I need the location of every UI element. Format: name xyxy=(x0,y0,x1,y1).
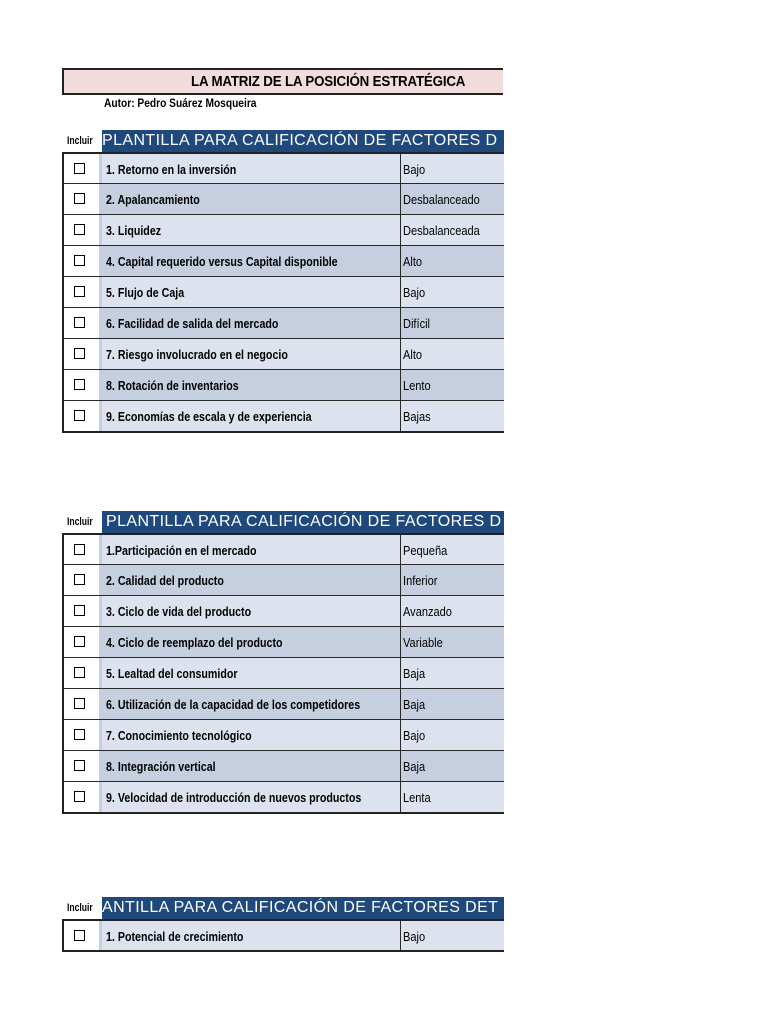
factor-label: 9. Economías de escala y de experiencia xyxy=(106,409,312,424)
factor-label: 6. Facilidad de salida del mercado xyxy=(106,316,279,331)
incluir-label: Incluir xyxy=(67,516,93,528)
author-line: Autor: Pedro Suárez Mosqueira xyxy=(104,96,257,110)
factor-value: Baja xyxy=(403,697,426,712)
include-checkbox[interactable] xyxy=(74,729,85,740)
factor-value: Lenta xyxy=(403,790,431,805)
include-checkbox[interactable] xyxy=(74,163,85,174)
factor-value: Variable xyxy=(403,635,443,650)
factor-row xyxy=(64,781,504,812)
factor-row xyxy=(64,152,504,183)
include-checkbox[interactable] xyxy=(74,224,85,235)
factor-value: Bajas xyxy=(403,409,431,424)
factor-value: Difícil xyxy=(403,316,431,331)
include-checkbox[interactable] xyxy=(74,286,85,297)
factor-label: 6. Utilización de la capacidad de los competidores xyxy=(106,697,361,712)
factor-value: Bajo xyxy=(403,929,426,944)
factor-row xyxy=(64,564,504,595)
include-checkbox[interactable] xyxy=(74,410,85,421)
factor-label: 3. Liquidez xyxy=(106,223,162,238)
factor-row xyxy=(64,750,504,781)
factor-row xyxy=(64,719,504,750)
include-checkbox[interactable] xyxy=(74,791,85,802)
include-checkbox[interactable] xyxy=(74,698,85,709)
include-checkbox[interactable] xyxy=(74,193,85,204)
factor-label: 3. Ciclo de vida del producto xyxy=(106,604,252,619)
factor-row xyxy=(64,400,504,431)
factor-label: 1. Potencial de crecimiento xyxy=(106,929,244,944)
factor-label: 7. Conocimiento tecnológico xyxy=(106,728,252,743)
section-header: PLANTILLA PARA CALIFICACIÓN DE FACTORES D xyxy=(102,130,504,152)
include-checkbox[interactable] xyxy=(74,605,85,616)
factor-value: Bajo xyxy=(403,728,426,743)
include-checkbox[interactable] xyxy=(74,379,85,390)
factor-value: Lento xyxy=(403,378,431,393)
factor-label: 7. Riesgo involucrado en el negocio xyxy=(106,347,288,362)
factor-value: Bajo xyxy=(403,162,426,177)
incluir-label: Incluir xyxy=(67,135,93,147)
factor-value: Desbalanceada xyxy=(403,223,480,238)
section-header: ANTILLA PARA CALIFICACIÓN DE FACTORES DET xyxy=(102,897,504,919)
factor-row xyxy=(64,338,504,369)
factor-row xyxy=(64,919,504,950)
factor-value: Desbalanceado xyxy=(403,192,480,207)
factor-table xyxy=(62,533,504,814)
factor-value: Alto xyxy=(403,347,423,362)
factor-label: 2. Apalancamiento xyxy=(106,192,200,207)
factor-value: Inferior xyxy=(403,573,438,588)
factor-label: 4. Ciclo de reemplazo del producto xyxy=(106,635,283,650)
factor-value: Pequeña xyxy=(403,543,448,558)
include-checkbox[interactable] xyxy=(74,636,85,647)
factor-table xyxy=(62,919,504,952)
factor-row xyxy=(64,183,504,214)
factor-label: 5. Flujo de Caja xyxy=(106,285,185,300)
factor-row xyxy=(64,595,504,626)
include-checkbox[interactable] xyxy=(74,348,85,359)
factor-label: 8. Rotación de inventarios xyxy=(106,378,239,393)
include-checkbox[interactable] xyxy=(74,317,85,328)
factor-row xyxy=(64,626,504,657)
factor-row xyxy=(64,307,504,338)
incluir-label: Incluir xyxy=(67,902,93,914)
factor-label: 4. Capital requerido versus Capital disponible xyxy=(106,254,338,269)
factor-row xyxy=(64,276,504,307)
include-checkbox[interactable] xyxy=(74,930,85,941)
factor-label: 2. Calidad del producto xyxy=(106,573,224,588)
include-checkbox[interactable] xyxy=(74,760,85,771)
document-title: LA MATRIZ DE LA POSICIÓN ESTRATÉGICA xyxy=(191,74,466,90)
factor-value: Baja xyxy=(403,666,426,681)
include-checkbox[interactable] xyxy=(74,544,85,555)
factor-row xyxy=(64,369,504,400)
factor-value: Avanzado xyxy=(403,604,452,619)
factor-row xyxy=(64,214,504,245)
factor-table xyxy=(62,152,504,433)
factor-label: 1. Retorno en la inversión xyxy=(106,162,237,177)
document-title-box xyxy=(62,68,503,95)
factor-row xyxy=(64,688,504,719)
factor-value: Alto xyxy=(403,254,423,269)
factor-label: 9. Velocidad de introducción de nuevos productos xyxy=(106,790,362,805)
factor-value: Bajo xyxy=(403,285,426,300)
factor-value: Baja xyxy=(403,759,426,774)
factor-label: 8. Integración vertical xyxy=(106,759,216,774)
include-checkbox[interactable] xyxy=(74,255,85,266)
factor-row xyxy=(64,657,504,688)
factor-label: 5. Lealtad del consumidor xyxy=(106,666,238,681)
factor-row xyxy=(64,245,504,276)
section-header: PLANTILLA PARA CALIFICACIÓN DE FACTORES D xyxy=(102,511,504,533)
include-checkbox[interactable] xyxy=(74,574,85,585)
factor-row xyxy=(64,533,504,564)
factor-label: 1.Participación en el mercado xyxy=(106,543,257,558)
include-checkbox[interactable] xyxy=(74,667,85,678)
